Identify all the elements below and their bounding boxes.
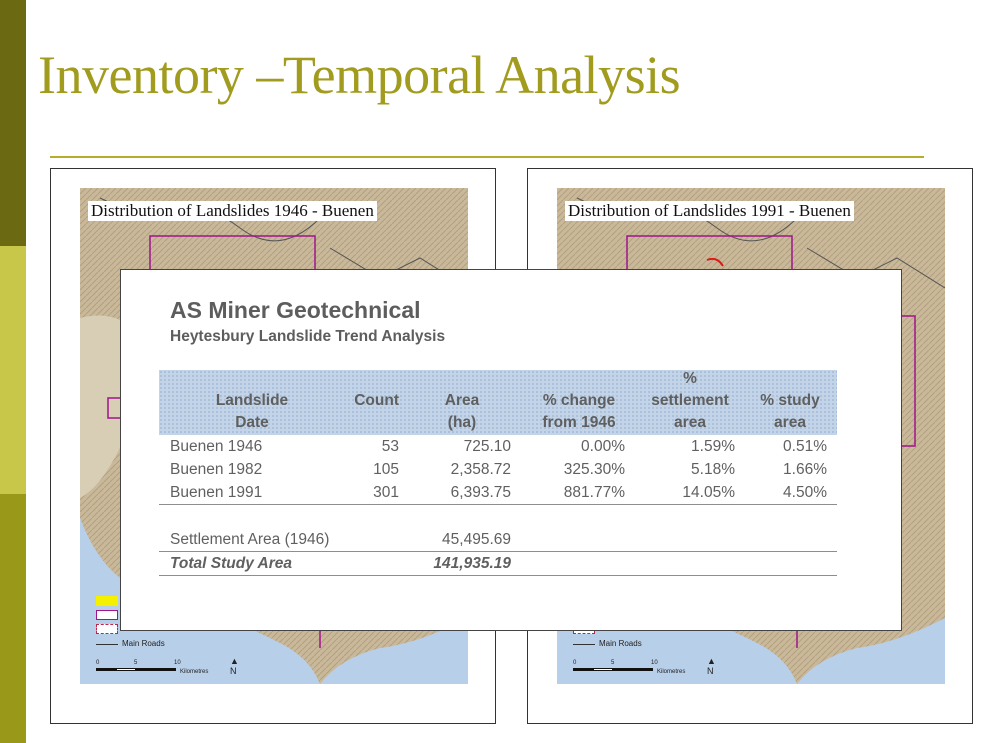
table-subtitle: Heytesbury Landslide Trend Analysis: [170, 328, 446, 345]
legend-road-label: Main Roads: [599, 639, 642, 648]
header-line: settlement: [651, 392, 729, 409]
map-caption-1946: Distribution of Landslides 1946 - Buenen: [88, 201, 377, 221]
company-name: AS Miner Geotechnical: [170, 297, 421, 323]
scale-segment: [613, 668, 653, 671]
sidebar-band-light: [0, 246, 26, 494]
header-settlement: [639, 368, 741, 434]
settlement-area-label: Settlement Area (1946): [170, 531, 330, 548]
north-label: N: [230, 666, 237, 676]
header-line: (ha): [447, 414, 477, 431]
header-count: Count: [354, 392, 399, 409]
legend-road-line: [573, 644, 595, 645]
table-cell-settlement: 5.18%: [691, 461, 735, 478]
table-cell-count: 105: [373, 461, 399, 478]
table-divider: [159, 551, 837, 552]
scale-segment: [593, 668, 613, 671]
legend-road-label: Main Roads: [122, 639, 165, 648]
header-line: Landslide: [215, 392, 289, 409]
header-line: % change: [542, 392, 616, 409]
settlement-area-value: 45,495.69: [442, 531, 511, 548]
table-divider: [159, 504, 837, 505]
header-change: [521, 390, 637, 434]
header-line: %: [683, 370, 697, 387]
table-cell-change: 325.30%: [563, 461, 625, 478]
scale-bar-1991: [573, 660, 693, 680]
table-cell-study: 4.50%: [783, 484, 827, 501]
table-cell-date: Buenen 1946: [170, 438, 263, 455]
header-line: from 1946: [542, 414, 616, 431]
scale-segment: [136, 668, 176, 671]
north-arrow-icon: ▲ N: [707, 656, 716, 676]
sidebar-band-dark: [0, 0, 26, 246]
table-cell-settlement: 1.59%: [691, 438, 735, 455]
scale-tick: 10: [174, 660, 181, 666]
legend-swatch-study-area: [96, 624, 118, 634]
total-study-area-label: Total Study Area: [170, 555, 293, 572]
sidebar-band-mid: [0, 494, 26, 743]
table-cell-date: Buenen 1991: [170, 484, 263, 501]
table-cell-study: 0.51%: [783, 438, 827, 455]
scale-tick: 0: [96, 660, 100, 666]
legend-swatch-settlement: [96, 610, 118, 620]
header-line: area: [674, 414, 706, 431]
scale-bar-1946: [96, 660, 216, 680]
total-study-area-value: 141,935.19: [433, 555, 511, 572]
scale-unit: Kilometres: [180, 669, 209, 675]
scale-tick: 5: [134, 660, 138, 666]
table-divider: [159, 575, 837, 576]
table-cell-count: 53: [381, 438, 399, 455]
table-cell-date: Buenen 1982: [170, 461, 263, 478]
slide-sidebar: [0, 0, 26, 743]
table-cell-area: 2,358.72: [450, 461, 511, 478]
north-label: N: [707, 666, 714, 676]
table-cell-area: 6,393.75: [450, 484, 511, 501]
map-caption-1991: Distribution of Landslides 1991 - Buenen: [565, 201, 854, 221]
table-cell-change: 0.00%: [581, 438, 625, 455]
scale-segment: [116, 668, 136, 671]
table-cell-study: 1.66%: [783, 461, 827, 478]
header-line: area: [774, 414, 806, 431]
table-cell-area: 725.10: [463, 438, 511, 455]
table-cell-count: 301: [373, 484, 399, 501]
header-line: Date: [235, 414, 269, 431]
legend-swatch-landslide: [96, 596, 118, 606]
legend-road-line: [96, 644, 118, 645]
slide-title: Inventory –Temporal Analysis: [38, 45, 681, 105]
header-line: % study: [760, 392, 820, 409]
scale-tick: 10: [651, 660, 658, 666]
header-area: [427, 390, 497, 434]
header-landslide-date: [199, 390, 305, 434]
scale-tick: 0: [573, 660, 577, 666]
table-cell-settlement: 14.05%: [682, 484, 735, 501]
trend-analysis-table-card: [120, 269, 902, 631]
north-arrow-icon: ▲ N: [230, 656, 239, 676]
header-line: Area: [444, 392, 480, 409]
table-cell-change: 881.77%: [563, 484, 625, 501]
header-study: [751, 390, 829, 434]
scale-unit: Kilometres: [657, 669, 686, 675]
scale-segment: [573, 668, 593, 671]
scale-segment: [96, 668, 116, 671]
scale-tick: 5: [611, 660, 615, 666]
title-underline: [50, 156, 924, 158]
